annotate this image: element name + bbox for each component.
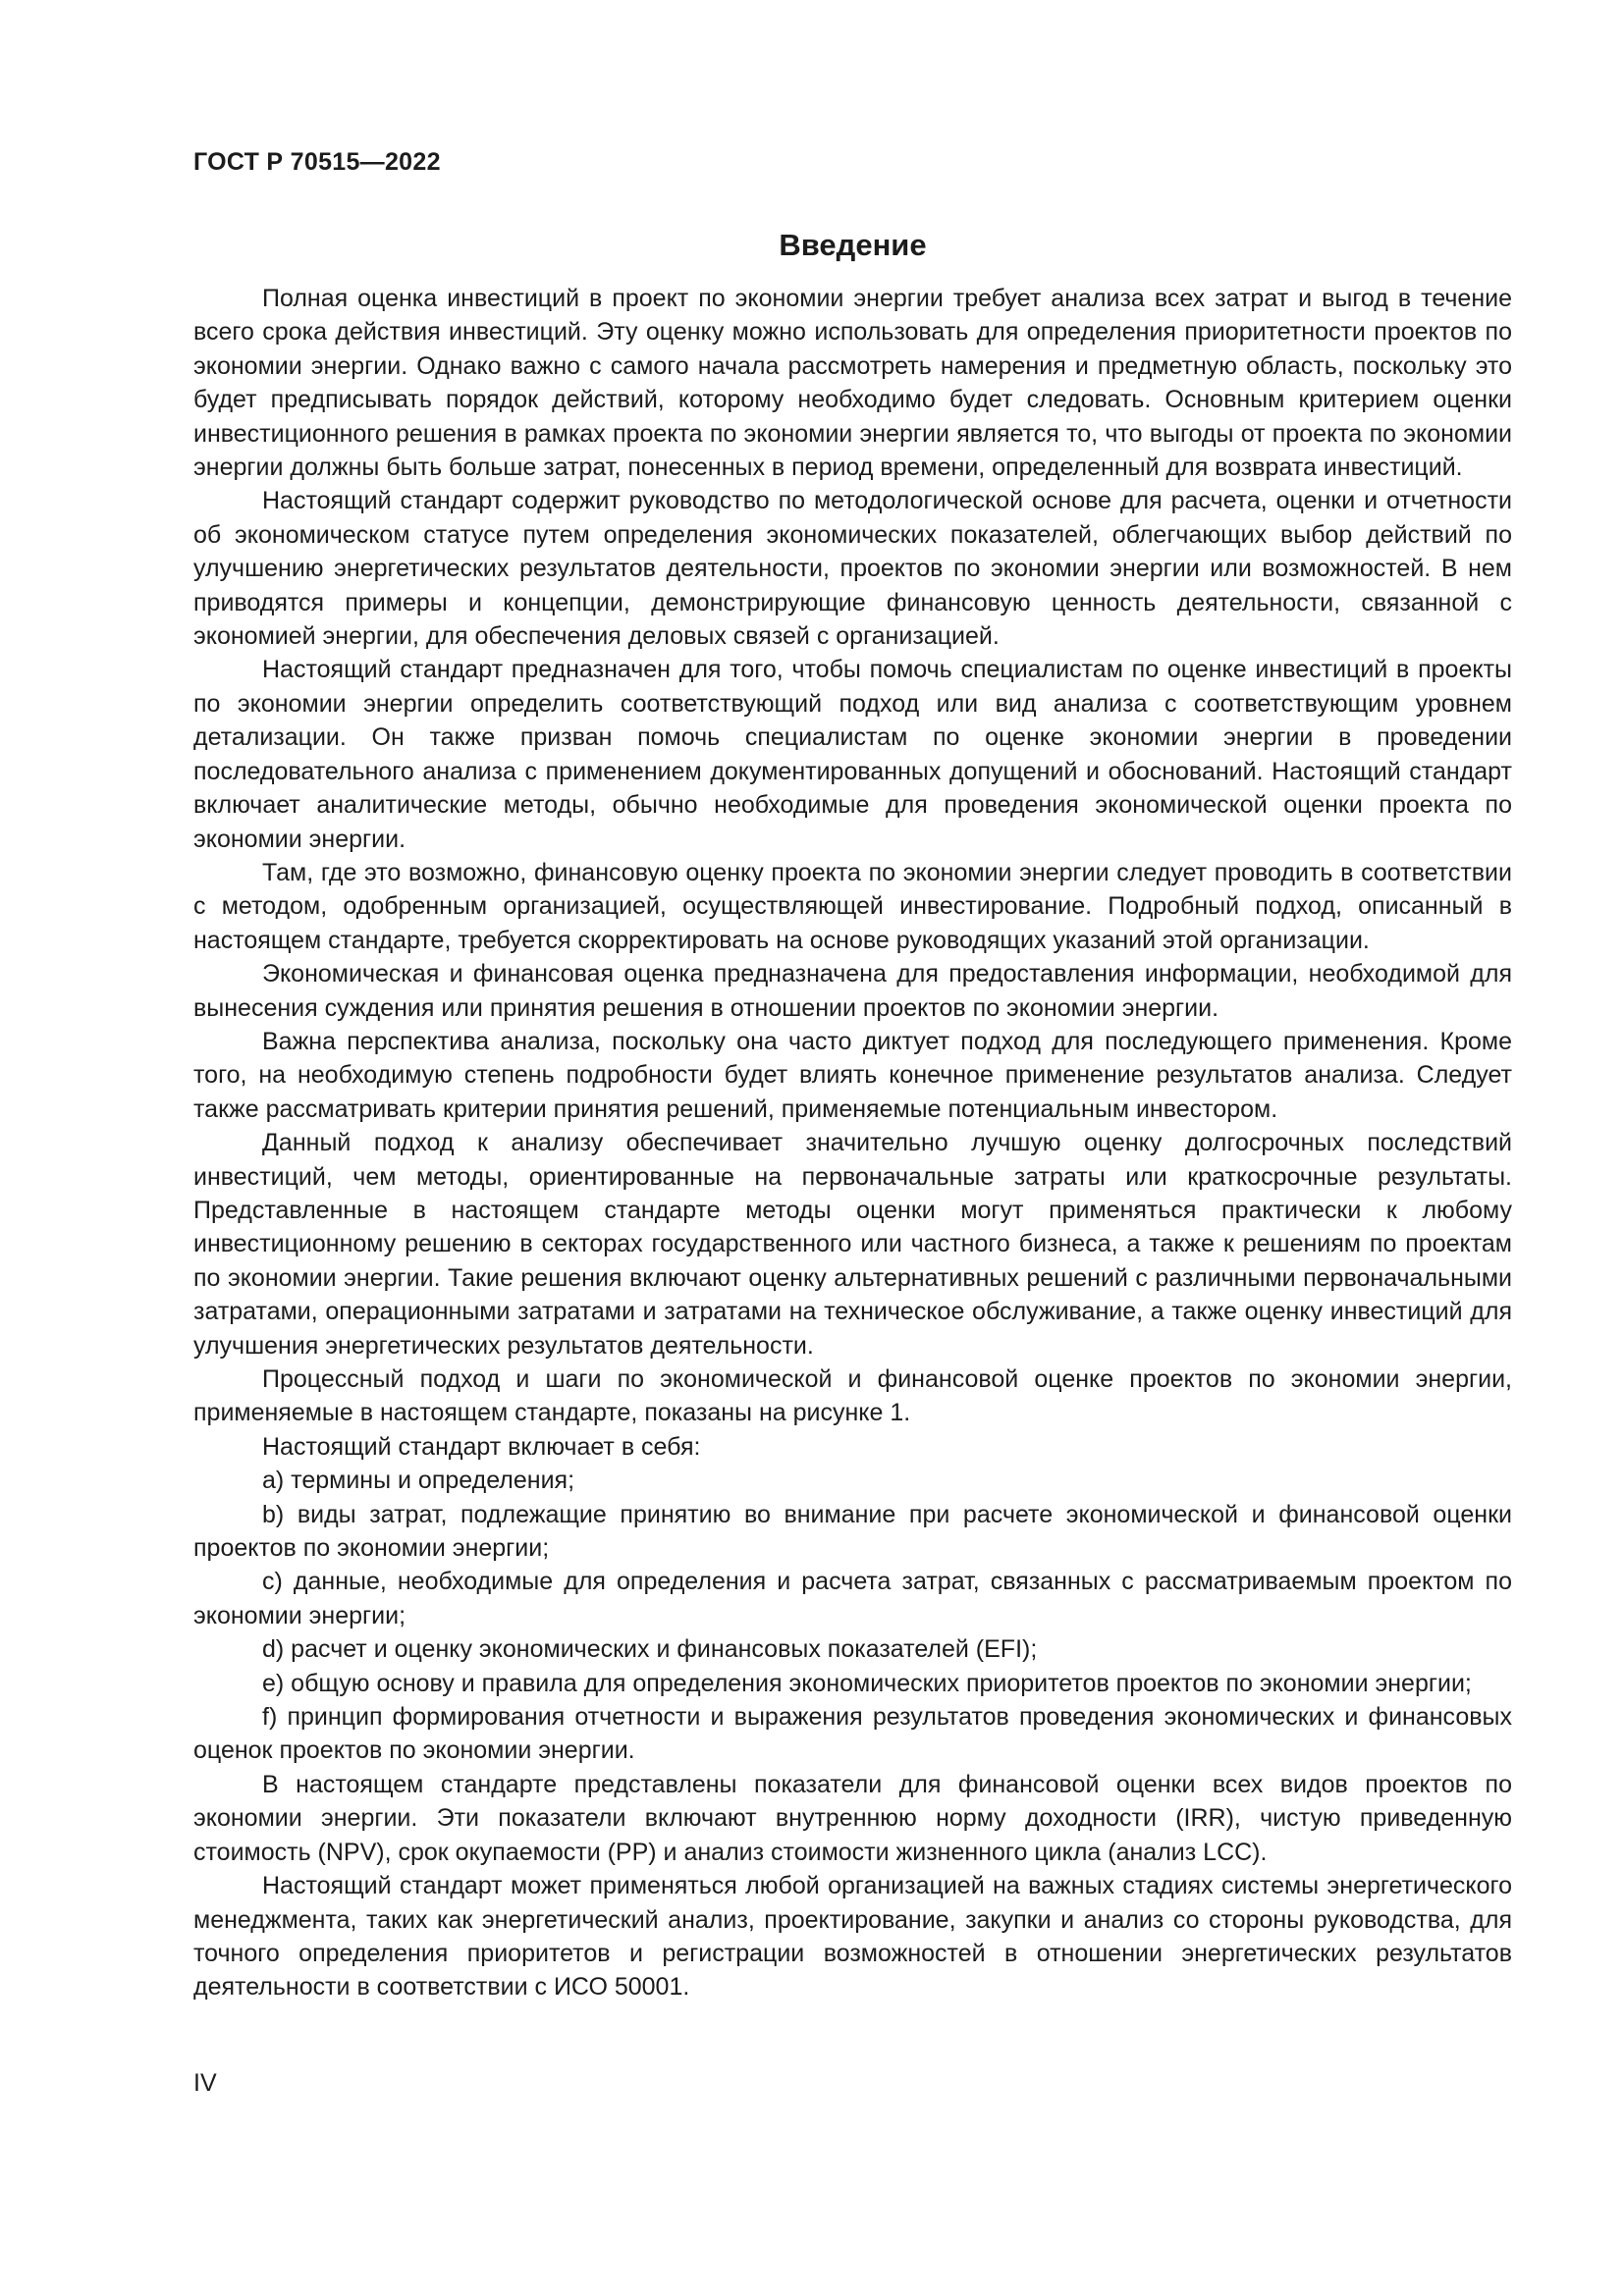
paragraph: Процессный подход и шаги по экономической и финансовой оценке проектов по экономии энергии, применяемые в настоящем стандарте, показаны на рисунке 1. bbox=[193, 1365, 1512, 1427]
paragraph: Настоящий стандарт может применяться любой организацией на важных стадиях системы энергетического менеджмента, таких как энергетический анализ, проектирование, закупки и анализ со стороны руководства, для точного определения приоритетов и регистрации возможностей в отношении энергетических результатов деятельности в соответствии с ИСО 50001. bbox=[193, 1872, 1512, 2002]
paragraph: Полная оценка инвестиций в проект по экономии энергии требует анализа всех затрат и выгод в течение всего срока действия инвестиций. Эту оценку можно использовать для определения приоритетности проектов по экономии энергии. Однако важно с самого начала рассмотреть намерения и предметную область, поскольку это будет предписывать порядок действий, которому необходимо будет следовать. Основным критерием оценки инвестиционного решения в рамках проекта по экономии энергии является то, что выгоды от проекта по экономии энергии должны быть больше затрат, понесенных в период времени, определенный для возврата инвестиций. bbox=[193, 285, 1512, 482]
page-title: Введение bbox=[779, 228, 927, 262]
document-code: ГОСТ Р 70515—2022 bbox=[193, 148, 441, 176]
list-item: e) общую основу и правила для определения экономических приоритетов проектов по экономии энергии; bbox=[262, 1669, 1472, 1697]
list-item: d) расчет и оценку экономических и финансовых показателей (EFI); bbox=[262, 1635, 1038, 1664]
list-item: b) виды затрат, подлежащие принятию во внимание при расчете экономической и финансовой оценки проектов по экономии энергии; bbox=[193, 1500, 1512, 1563]
paragraph: В настоящем стандарте представлены показатели для финансовой оценки всех видов проектов по экономии энергии. Эти показатели включают внутреннюю норму доходности (IRR), чистую приведенную стоимость (NPV), срок окупаемости (PP) и анализ стоимости жизненного цикла (анализ LCC). bbox=[193, 1770, 1512, 1866]
paragraph: Важна перспектива анализа, поскольку она часто диктует подход для последующего применения. Кроме того, на необходимую степень подробности будет влиять конечное применение результатов анализа. Следует также рассматривать критерии принятия решений, применяемые потенциальным инвестором. bbox=[193, 1027, 1512, 1123]
paragraph: Экономическая и финансовая оценка предназначена для предоставления информации, необходимой для вынесения суждения или принятия решения в отношении проектов по экономии энергии. bbox=[193, 960, 1512, 1022]
page-number: IV bbox=[193, 2069, 217, 2097]
paragraph: Там, где это возможно, финансовую оценку проекта по экономии энергии следует проводить в соответствии с методом, одобренным организацией, осуществляющей инвестирование. Подробный подход, описанный в настоящем стандарте, требуется скорректировать на основе руководящих указаний этой организации. bbox=[193, 858, 1512, 954]
body-text bbox=[193, 282, 1512, 2004]
paragraph: Настоящий стандарт предназначен для того, чтобы помочь специалистам по оценке инвестиций в проекты по экономии энергии определить соответствующий подход или вид анализа с соответствующим уровнем детализации. Он также призван помочь специалистам по оценке экономии энергии в проведении последовательного анализа с применением документированных допущений и обоснований. Настоящий стандарт включает аналитические методы, обычно необходимые для проведения экономической оценки проекта по экономии энергии. bbox=[193, 656, 1512, 853]
list-item: c) данные, необходимые для определения и расчета затрат, связанных с рассматриваемым проектом по экономии энергии; bbox=[193, 1568, 1512, 1629]
paragraph: Данный подход к анализу обеспечивает значительно лучшую оценку долгосрочных последствий инвестиций, чем методы, ориентированные на первоначальные затраты или краткосрочные результаты. Представленные в настоящем стандарте методы оценки могут применяться практически к любому инвестиционному решению в секторах государственного или частного бизнеса, а также к решениям по проектам по экономии энергии. Такие решения включают оценку альтернативных решений с различными первоначальными затратами, операционными затратами и затратами на техническое обслуживание, а также оценку инвестиций для улучшения энергетических результатов деятельности. bbox=[193, 1129, 1512, 1360]
paragraph: Настоящий стандарт включает в себя: bbox=[262, 1432, 701, 1461]
list-item: a) термины и определения; bbox=[262, 1467, 575, 1495]
list-item: f) принцип формирования отчетности и выражения результатов проведения экономических и финансовых оценок проектов по экономии энергии. bbox=[193, 1703, 1512, 1765]
paragraph: Настоящий стандарт содержит руководство по методологической основе для расчета, оценки и отчетности об экономическом статусе путем определения экономических показателей, облегчающих выбор действий по улучшению энергетических результатов деятельности, проектов по экономии энергии или возможностей. В нем приводятся примеры и концепции, демонстрирующие финансовую ценность деятельности, связанной с экономией энергии, для обеспечения деловых связей с организацией. bbox=[193, 487, 1512, 651]
